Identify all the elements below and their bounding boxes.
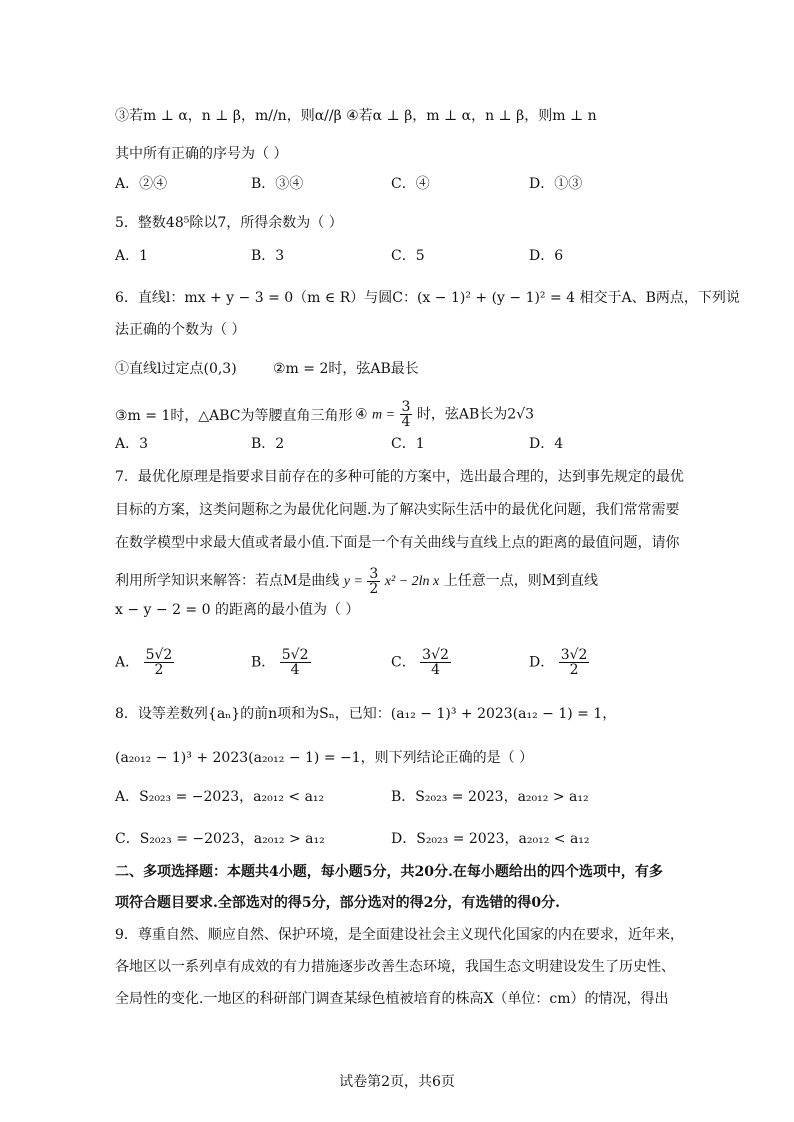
q8-options-row2 — [115, 829, 675, 849]
option-label: D． — [529, 654, 555, 671]
q4-option-c: C．④ — [391, 176, 430, 192]
q8-line1: 8．设等差数列{aₙ}的前n项和为Sₙ，已知：(a₁₂ − 1)³ + 2023(a₁₂ − 1) = 1， — [115, 706, 617, 722]
q8-option-a: A．S₂₀₂₃ = −2023，a₂₀₁₂ < a₁₂ — [115, 789, 325, 805]
q5-option-b: B．3 — [251, 248, 285, 264]
q9-line1: 9．尊重自然、顺应自然、保护环境，是全面建设社会主义现代化国家的内在要求，近年来， — [115, 927, 684, 943]
fraction-denominator: 2 — [154, 662, 164, 678]
section2-heading-line1: 二、多项选择题：本题共4小题，每小题5分，共20分.在每小题给出的四个选项中，有多 — [115, 864, 663, 880]
fraction-denominator: 2 — [569, 662, 579, 678]
q5-option-c: C．5 — [391, 248, 425, 264]
q5-stem: 5．整数48⁵除以7，所得余数为（ ） — [115, 215, 343, 231]
q7-line4 — [115, 566, 598, 596]
option-fraction — [420, 648, 451, 677]
q6-stem-line2: 法正确的个数为（ ） — [115, 322, 246, 338]
q6-statement-4-marker: ④ — [355, 406, 368, 423]
q6-stem-line1: 6．直线l：mx + y − 3 = 0（m ∈ R）与圆C：(x − 1)² + (y − 1)² = 4 相交于A、B两点，下列说 — [115, 290, 740, 306]
q6-statement-4-text: 时，弦AB长为2√3 — [416, 406, 535, 423]
q5-option-d: D．6 — [529, 248, 564, 264]
fraction-numerator: 5√2 — [281, 647, 309, 663]
q7-option-c — [391, 648, 451, 677]
fraction-denominator: 4 — [290, 662, 300, 678]
q6-option-d: D．4 — [529, 436, 564, 452]
q7-option-d — [529, 648, 589, 677]
q6-statements-row2 — [115, 400, 675, 430]
option-label: A． — [115, 654, 140, 671]
section2-heading-line2: 项符合题目要求.全部选对的得5分，部分选对的得2分，有选错的得0分. — [115, 895, 560, 911]
fraction-denominator: 4 — [431, 662, 440, 678]
q7-curve-eq-lhs: y = — [343, 574, 363, 589]
q6-statement-2: ②m = 2时，弦AB最长 — [273, 361, 419, 377]
q4-prompt: 其中所有正确的序号为（ ） — [115, 146, 288, 162]
q7-line4-post: 上任意一点，则M到直线 — [443, 573, 599, 589]
q6-statement-4-var: m = — [372, 407, 396, 423]
q6-options — [115, 434, 675, 454]
q7-line3: 在数学模型中求最大值或者最小值.下面是一个有关曲线与直线上点的距离的最值问题，请你 — [115, 535, 680, 551]
q6-statements-row1 — [115, 359, 675, 379]
q8-option-d: D．S₂₀₂₃ = 2023，a₂₀₁₂ < a₁₂ — [391, 831, 590, 847]
q6-option-b: B．2 — [251, 436, 285, 452]
q4-option-b: B．③④ — [251, 176, 304, 192]
option-fraction — [559, 648, 590, 677]
fraction-numerator: 3 — [401, 399, 411, 415]
q7-option-b — [251, 648, 311, 677]
q6-statement-1: ①直线l过定点(0,3) — [115, 361, 237, 377]
q7-line5: x − y − 2 = 0 的距离的最小值为（ ） — [115, 602, 360, 618]
q6-statement-4 — [355, 400, 534, 429]
page-footer: 试卷第2页，共6页 — [339, 1074, 455, 1090]
q6-statement-3: ③m = 1时，△ABC为等腰直角三角形 — [115, 408, 353, 424]
q8-line2: (a₂₀₁₂ − 1)³ + 2023(a₂₀₁₂ − 1) = −1，则下列结论正确的是（ ） — [115, 750, 534, 766]
q7-option-a — [115, 648, 174, 677]
q7-line1: 7．最优化原理是指要求目前存在的多种可能的方案中，选出最合理的，达到事先规定的最优 — [115, 469, 684, 485]
option-fraction — [144, 648, 175, 677]
q9-line2: 各地区以一系列卓有成效的有力措施逐步改善生态环境，我国生态文明建设发生了历史性、 — [115, 959, 675, 975]
q6-statement-4-fraction — [400, 400, 413, 429]
fraction-denominator: 2 — [369, 580, 379, 597]
q4-options — [115, 174, 675, 194]
fraction-numerator: 3 — [369, 565, 379, 582]
fraction-denominator: 4 — [401, 414, 411, 430]
q5-option-a: A．1 — [115, 248, 149, 264]
fraction-numerator: 5√2 — [145, 647, 173, 663]
option-label: C． — [391, 654, 416, 671]
q8-options-row1 — [115, 787, 675, 807]
q8-option-c: C．S₂₀₂₃ = −2023，a₂₀₁₂ > a₁₂ — [115, 831, 325, 847]
q7-line2: 目标的方案，这类问题称之为最优化问题.为了解决实际生活中的最优化问题，我们常常需要 — [115, 502, 680, 518]
q4-option-d: D．①③ — [529, 176, 583, 192]
fraction-numerator: 3√2 — [422, 647, 449, 663]
q6-option-a: A．3 — [115, 436, 149, 452]
q4-statements-line: ③若m ⊥ α，n ⊥ β，m//n，则α//β ④若α ⊥ β，m ⊥ α，n ⊥ β，则m ⊥ n — [115, 108, 597, 124]
q6-option-c: C．1 — [391, 436, 425, 452]
option-fraction — [280, 648, 311, 677]
q7-curve-eq-rhs: x² − 2ln x — [384, 574, 440, 589]
q4-option-a: A．②④ — [115, 176, 168, 192]
q7-options — [115, 640, 675, 676]
fraction-numerator: 3√2 — [560, 647, 588, 663]
q7-curve-fraction — [367, 567, 380, 596]
option-label: B． — [251, 654, 276, 671]
q5-options — [115, 246, 675, 266]
q7-line4-pre: 利用所学知识来解答：若点M是曲线 — [115, 573, 340, 589]
q8-option-b: B．S₂₀₂₃ = 2023，a₂₀₁₂ > a₁₂ — [391, 789, 589, 805]
q9-line3: 全局性的变化.一地区的科研部门调查某绿色植被培育的株高X（单位：cm）的情况，得出 — [115, 991, 669, 1007]
